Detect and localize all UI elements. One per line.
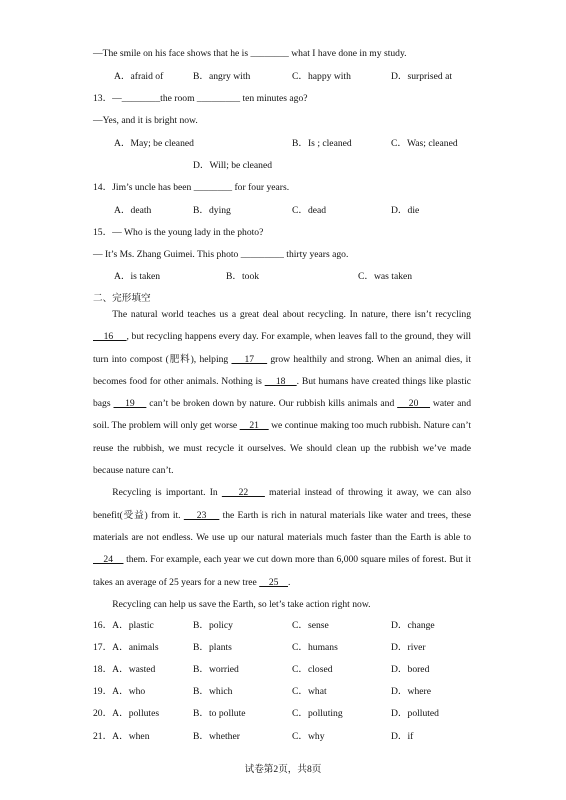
passage-text: the Earth is rich in natural materials like water and trees, these materials are not endless. We use up our natural materials much faster than the Earth is able to xyxy=(93,509,472,543)
blank-22: 22 xyxy=(221,487,265,499)
q14-option-b: B．dying xyxy=(193,205,231,216)
q15-option-c: C．was taken xyxy=(358,271,413,282)
q13-option-c: C．Was; cleaned xyxy=(391,138,458,149)
q13-reply: —Yes, and it is bright now. xyxy=(93,115,198,126)
q20-option-b: B．to pollute xyxy=(193,708,246,719)
q13-stem: 13．—________the room _________ ten minutes ago? xyxy=(93,93,308,104)
q15-options xyxy=(0,271,566,283)
q20-option-d: D．polluted xyxy=(391,708,439,719)
passage-text: . But humans have created things like plastic bags xyxy=(93,375,472,410)
q12-option-a: A．afraid of xyxy=(114,71,164,82)
q21-option-b: B．whether xyxy=(193,731,240,742)
passage-text: grow healthily and strong. When an animal dies, it becomes food for other animals. Nothing is xyxy=(93,353,472,387)
q12-option-d: D．surprised at xyxy=(391,71,453,82)
q19-option-c: C．what xyxy=(292,686,327,697)
q15-reply: — It’s Ms. Zhang Guimei. This photo _________ thirty years ago. xyxy=(93,249,349,260)
q15-stem: 15．— Who is the young lady in the photo? xyxy=(93,227,264,238)
q18-option-d: D．bored xyxy=(391,664,430,675)
q13-option-b: B．Is ; cleaned xyxy=(292,138,352,149)
cloze-passage xyxy=(93,304,471,616)
q21-option-c: C．why xyxy=(292,731,325,742)
q14-options xyxy=(0,205,566,217)
page-footer: 试卷第2页，共8页 xyxy=(244,764,322,775)
q20-option-c: C．polluting xyxy=(292,708,343,719)
q16-option-c: C．sense xyxy=(292,620,329,631)
q13-options-row2 xyxy=(0,160,566,172)
blank-16: 16 xyxy=(93,331,127,343)
q12-options xyxy=(0,71,566,83)
q16-option-b: B．policy xyxy=(193,620,233,631)
q14-option-d: D．die xyxy=(391,205,420,216)
blank-20: 20 xyxy=(397,398,431,410)
blank-21: 21 xyxy=(239,420,269,432)
q14-option-c: C．dead xyxy=(292,205,327,216)
passage-text: The natural world teaches us a great deal about recycling. In nature, there isn’t recycling xyxy=(112,309,471,320)
blank-17: 17 xyxy=(231,353,268,365)
q15-option-b: B．took xyxy=(226,271,260,282)
q13-option-a: A．May; be cleaned xyxy=(114,138,194,149)
q15-option-a: A．is taken xyxy=(114,271,161,282)
passage-paragraph-1 xyxy=(93,304,471,482)
q19-option-b: B．which xyxy=(193,686,233,697)
blank-19: 19 xyxy=(113,398,147,410)
q13-option-d: D．Will; be cleaned xyxy=(193,160,272,171)
passage-text: material instead of throwing it away, we can also benefit(受益) from it. xyxy=(93,487,471,521)
cloze-options-17 xyxy=(0,642,566,654)
q16-option-a: 16．A．plastic xyxy=(93,620,154,631)
cloze-options-16 xyxy=(0,620,566,632)
q17-option-c: C．humans xyxy=(292,642,338,653)
q17-option-d: D．river xyxy=(391,642,426,653)
q18-option-b: B．worried xyxy=(193,664,239,675)
q18-option-c: C．closed xyxy=(292,664,333,675)
q13-options-row1 xyxy=(0,138,566,150)
q17-option-b: B．plants xyxy=(193,642,232,653)
section-title-cloze: 二、完形填空 xyxy=(93,293,151,304)
q14-stem: 14．Jim’s uncle has been ________ for four years. xyxy=(93,182,290,193)
blank-25: 25 xyxy=(259,576,288,588)
q21-option-a: 21．A．when xyxy=(93,731,150,742)
passage-text: can’t be broken down by nature. Our rubbish kills animals and xyxy=(146,398,398,410)
passage-text: water and soil. The problem will only get worse xyxy=(93,398,471,432)
blank-23: 23 xyxy=(183,509,220,521)
cloze-options-20 xyxy=(0,708,566,720)
q16-option-d: D．change xyxy=(391,620,435,631)
q12-option-c: C．happy with xyxy=(292,71,351,82)
q19-option-d: D．where xyxy=(391,686,431,697)
passage-paragraph-3: Recycling can help us save the Earth, so let’s take action right now. xyxy=(112,598,371,610)
passage-text: them. For example, each year we cut down more than 6,000 square miles of forest. But it takes an average of 25 years for a new tree xyxy=(93,554,471,588)
q12-stem: —The smile on his face shows that he is ________ what I have done in my study. xyxy=(93,48,407,59)
cloze-options-19 xyxy=(0,686,566,698)
q14-option-a: A．death xyxy=(114,205,152,216)
passage-text: Recycling is important. In xyxy=(112,487,222,499)
passage-text: , but recycling happens every day. For example, when leaves fall to the ground, they will turn into compost (肥料), helping xyxy=(93,331,472,365)
cloze-options-18 xyxy=(0,664,566,676)
passage-text: . xyxy=(288,576,291,588)
q18-option-a: 18．A．wasted xyxy=(93,664,156,675)
q20-option-a: 20．A．pollutes xyxy=(93,708,160,719)
q21-option-d: D．if xyxy=(391,731,414,742)
blank-18: 18 xyxy=(264,375,297,387)
q17-option-a: 17．A．animals xyxy=(93,642,159,653)
q19-option-a: 19．A．who xyxy=(93,686,146,697)
passage-text: we continue making too much rubbish. Nature can’t reuse the rubbish, we must recycle it ourselves. We should clean up the rubbish we’ve made because nature can’t. xyxy=(93,420,472,477)
q12-option-b: B．angry with xyxy=(193,71,251,82)
cloze-options-21 xyxy=(0,731,566,743)
passage-paragraph-2 xyxy=(93,482,471,593)
blank-24: 24 xyxy=(93,554,124,566)
